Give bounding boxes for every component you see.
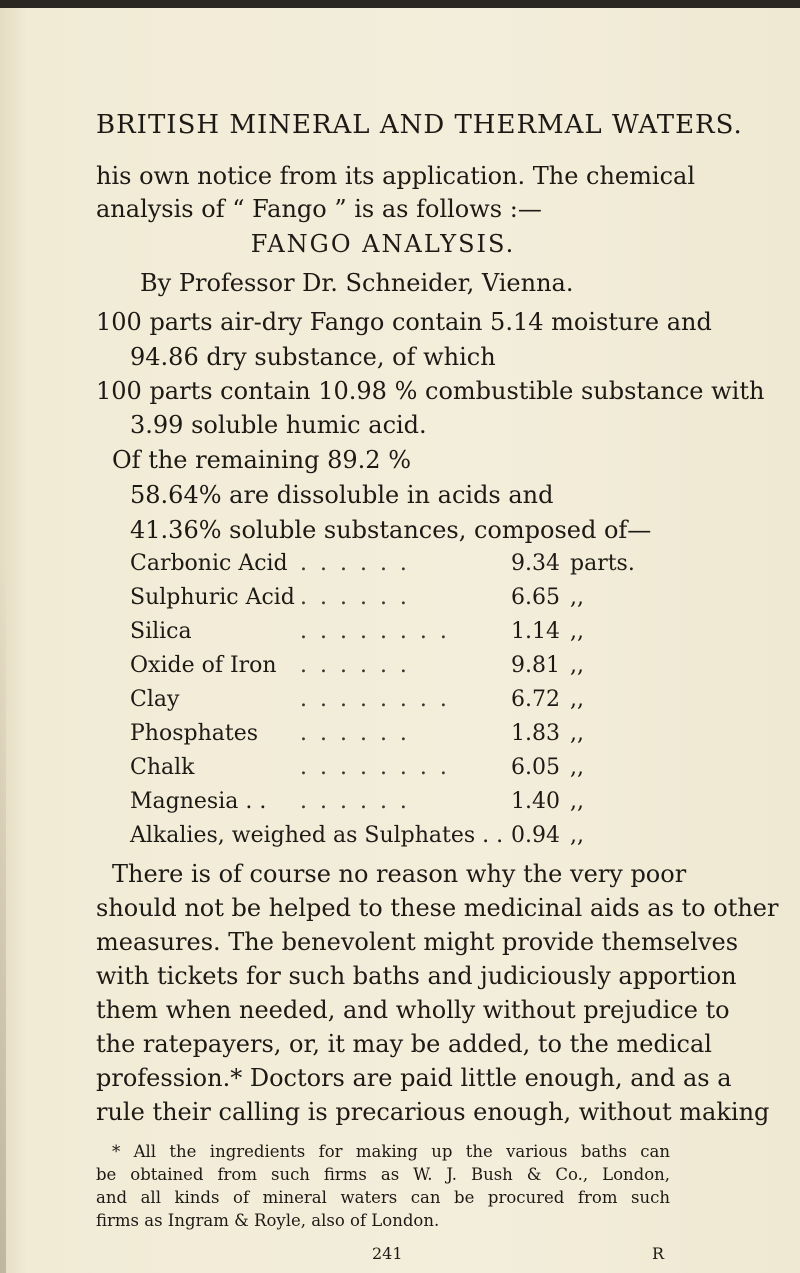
page-top-edge <box>0 0 800 8</box>
composition-value: 6.65 <box>511 585 560 610</box>
body-line: measures. The benevolent might provide themselves <box>96 928 739 956</box>
composition-name: Phosphates <box>130 721 259 746</box>
leader-dots: . . . . . . . . <box>300 755 450 780</box>
body-line: the ratepayers, or, it may be added, to the medical <box>96 1030 712 1058</box>
composition-unit: parts. <box>570 551 635 576</box>
intro-line: his own notice from its application. The chemical <box>96 162 695 190</box>
composition-name: Oxide of Iron <box>130 653 277 678</box>
composition-unit: ,, <box>570 653 584 678</box>
composition-value: 6.05 <box>511 755 560 780</box>
analysis-author: By Professor Dr. Schneider, Vienna. <box>140 269 574 297</box>
composition-name: Silica <box>130 619 192 644</box>
footnote-line: and all kinds of mineral waters can be procured from such <box>96 1188 670 1207</box>
analysis-line: 58.64% are dissoluble in acids and <box>130 481 554 509</box>
composition-value: 1.40 <box>511 789 560 814</box>
analysis-line: 41.36% soluble substances, composed of— <box>130 516 652 544</box>
composition-unit: ,, <box>570 755 584 780</box>
body-line: profession.* Doctors are paid little enough, and as a <box>96 1064 732 1092</box>
leader-dots: . . . . . . . . <box>300 619 450 644</box>
analysis-line: 100 parts air-dry Fango contain 5.14 moisture and <box>96 308 712 336</box>
composition-name: Carbonic Acid <box>130 551 288 576</box>
composition-name: Magnesia . . <box>130 789 267 814</box>
running-head: BRITISH MINERAL AND THERMAL WATERS. <box>96 110 743 140</box>
leader-dots: . . . . . . <box>300 721 410 746</box>
composition-unit: ,, <box>570 585 584 610</box>
composition-unit: ,, <box>570 721 584 746</box>
leader-dots: . . . . . . <box>300 585 410 610</box>
composition-name: Chalk <box>130 755 195 780</box>
analysis-line: 3.99 soluble humic acid. <box>130 411 427 439</box>
body-line: rule their calling is precarious enough, without making <box>96 1098 770 1126</box>
body-line: them when needed, and wholly without prejudice to <box>96 996 730 1024</box>
leader-dots: . . . . . . <box>300 551 410 576</box>
leader-dots: . . . . . . . . <box>300 687 450 712</box>
composition-value: 1.14 <box>511 619 560 644</box>
body-line: with tickets for such baths and judiciously apportion <box>96 962 737 990</box>
composition-value: 9.34 <box>511 551 560 576</box>
composition-value: 9.81 <box>511 653 560 678</box>
composition-name: Alkalies, weighed as Sulphates . . <box>130 823 504 848</box>
footnote-line: * All the ingredients for making up the various baths can <box>112 1142 670 1161</box>
composition-unit: ,, <box>570 619 584 644</box>
intro-line: analysis of “ Fango ” is as follows :— <box>96 195 542 223</box>
footnote-line: be obtained from such firms as W. J. Bush & Co., London, <box>96 1165 670 1184</box>
footnote-line: firms as Ingram & Royle, also of London. <box>96 1211 440 1230</box>
page-number: 241 <box>372 1244 403 1263</box>
body-line: should not be helped to these medicinal aids as to other <box>96 894 779 922</box>
composition-unit: ,, <box>570 823 584 848</box>
analysis-title: FANGO ANALYSIS. <box>250 230 516 258</box>
leader-dots: . . . . . . <box>300 789 410 814</box>
page-gutter-shadow <box>0 560 6 1273</box>
composition-name: Sulphuric Acid <box>130 585 295 610</box>
analysis-line: 100 parts contain 10.98 % combustible substance with <box>96 377 765 405</box>
composition-value: 1.83 <box>511 721 560 746</box>
body-line: There is of course no reason why the very poor <box>112 860 687 888</box>
composition-value: 0.94 <box>511 823 560 848</box>
composition-unit: ,, <box>570 789 584 814</box>
composition-unit: ,, <box>570 687 584 712</box>
composition-name: Clay <box>130 687 180 712</box>
signature-mark: R <box>652 1244 665 1263</box>
leader-dots: . . . . . . <box>300 653 410 678</box>
analysis-line: Of the remaining 89.2 % <box>112 446 411 474</box>
composition-value: 6.72 <box>511 687 560 712</box>
analysis-line: 94.86 dry substance, of which <box>130 343 496 371</box>
